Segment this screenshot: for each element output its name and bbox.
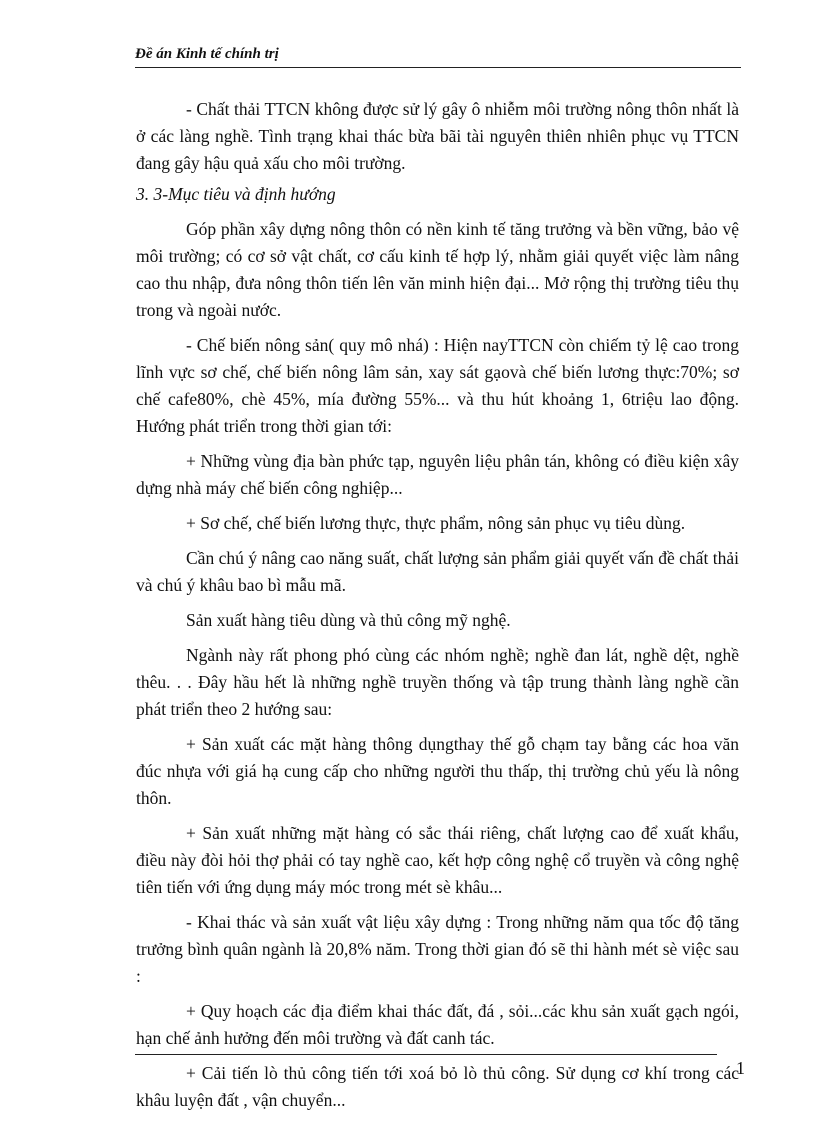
header-title: Đề án Kinh tế chính trị xyxy=(135,46,279,62)
paragraph: Cần chú ý nâng cao năng suất, chất lượng sản phẩm giải quyết vấn đề chất thải và chú ý khâu bao bì mẫu mã. xyxy=(136,548,739,595)
document-body xyxy=(136,96,739,1122)
paragraph: - Chất thải TTCN không được sử lý gây ô nhiễm môi trường nông thôn nhất là ở các làng nghề. Tình trạng khai thác bừa bãi tài nguyên thiên nhiên phục vụ TTCN đang gây hậu quả xấu cho môi trường. xyxy=(136,99,739,173)
paragraph: - Chế biến nông sản( quy mô nhá) : Hiện nayTTCN còn chiếm tỷ lệ cao trong lĩnh vực sơ chế, chế biến nông lâm sản, xay sát gạovà chế biến lương thực:70%; sơ chế cafe80%, chè 45%, mía đường 55%... và thu hút khoảng 1, 6triệu lao động. Hướng phát triển trong thời gian tới: xyxy=(136,335,739,436)
footer-divider xyxy=(135,1054,717,1055)
page-header xyxy=(135,46,741,68)
paragraph: + Quy hoạch các địa điểm khai thác đất, đá , sỏi...các khu sản xuất gạch ngói, hạn chế ảnh hưởng đến môi trường và đất canh tác. xyxy=(136,1001,739,1048)
page-number: 1 xyxy=(736,1058,745,1078)
paragraph: Ngành này rất phong phó cùng các nhóm nghề; nghề đan lát, nghề dệt, nghề thêu. . . Đây hầu hết là những nghề truyền thống và tập trung thành làng nghề cần phát triển theo 2 hướng sau: xyxy=(136,645,739,719)
paragraph: Góp phần xây dựng nông thôn có nền kinh tế tăng trưởng và bền vững, bảo vệ môi trường; có cơ sở vật chất, cơ cấu kinh tế hợp lý, nhằm giải quyết việc làm nâng cao thu nhập, đưa nông thôn tiến lên văn minh hiện đại... Mở rộng thị trường tiêu thụ trong và ngoài nước. xyxy=(136,219,739,320)
paragraph: + Sơ chế, chế biến lương thực, thực phẩm, nông sản phục vụ tiêu dùng. xyxy=(186,513,686,533)
paragraph: + Cải tiến lò thủ công tiến tới xoá bỏ lò thủ công. Sử dụng cơ khí trong các khâu luyện đất , vận chuyển... xyxy=(136,1063,739,1110)
section-heading: 3. 3-Mục tiêu và định hướng xyxy=(136,184,336,204)
paragraph: + Sản xuất những mặt hàng có sắc thái riêng, chất lượng cao để xuất khẩu, điều này đòi hỏi thợ phải có tay nghề cao, kết hợp công nghệ cổ truyền và công nghệ tiên tiến với ứng dụng máy móc trong mét sè khâu... xyxy=(136,823,739,897)
paragraph: Sản xuất hàng tiêu dùng và thủ công mỹ nghệ. xyxy=(186,610,511,630)
paragraph: + Sản xuất các mặt hàng thông dụngthay thế gỗ chạm tay bằng các hoa văn đúc nhựa với giá hạ cung cấp cho những người thu thấp, thị trường chủ yếu là nông thôn. xyxy=(136,734,739,808)
paragraph: - Khai thác và sản xuất vật liệu xây dựng : Trong những năm qua tốc độ tăng trưởng bình quân ngành là 20,8% năm. Trong thời gian đó sẽ thi hành mét sè việc sau : xyxy=(136,912,739,986)
paragraph: + Những vùng địa bàn phức tạp, nguyên liệu phân tán, không có điều kiện xây dựng nhà máy chế biến công nghiệp... xyxy=(136,451,739,498)
